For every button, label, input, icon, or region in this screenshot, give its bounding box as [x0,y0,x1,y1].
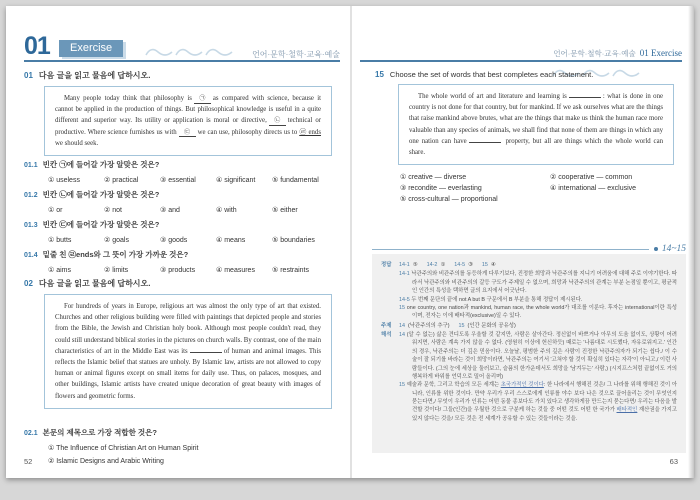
bullet-dot-icon [654,247,658,251]
options-row [48,236,340,244]
options-row [48,266,340,274]
explanation-number: 15 [399,304,405,311]
options-row [48,176,340,184]
question-01-1-block [24,159,340,184]
category-label: 언어·문학·철학·교육·예술 [553,49,636,58]
explanation-number: 14-5 [399,296,410,303]
question-01-head [24,70,340,81]
option: ⑤ restraints [272,267,310,274]
sub-question-text: 본문의 제목으로 가장 적합한 것은? [42,428,157,437]
textbook-spread [6,6,694,478]
page-number-left: 52 [24,457,33,466]
option: ② goals [104,237,129,244]
sub-question-number: 02.1 [24,430,38,437]
answer-item-choice: ① [440,262,446,268]
sub-question-text: 빈칸 ㉡에 들어갈 가장 알맞은 것은? [42,190,160,199]
topic-item-text: (인간 문화의 공유성) [467,322,516,329]
option: ① useless [48,177,80,184]
options-grid [400,173,681,203]
sub-question-number: 01.3 [24,222,38,229]
answer-key-box [372,254,686,453]
page-edge-shadow [688,6,694,478]
answer-row [381,261,677,269]
question-01-1-head [24,159,340,170]
explanation-content [399,270,677,320]
question-01-4-head [24,249,340,260]
passage-text: For hundreds of years in Europe, religious art was almost the only type of art that existed. Churches and other religious building were filled with paintings that depicted people and stories from the Bible, the Jewish and Christian holy book. Although most people couldn't read, they could still understand biblical stories in the pictures on church walls. By contrast, one of the main characteristics of art in the Middle East was its [55,303,321,355]
option: ③ and [160,207,180,214]
blank-line [469,136,501,143]
question-number: 02 [24,279,33,288]
explanation-paragraph [399,304,677,321]
sub-question-text: 빈칸 ㉢에 들어갈 가장 알맞은 것은? [42,220,160,229]
option: ⑤ either [272,207,298,214]
option: ④ significant [216,177,256,184]
option: ③ essential [160,177,196,184]
passage-text: technical or productive. Where science furnishes us with [55,117,321,136]
passage-box-q15 [398,84,674,165]
topic-row [381,322,677,330]
answer-label-spacer [381,270,399,320]
option: ⑤ fundamental [272,177,319,184]
sub-question-number: 01.4 [24,252,38,259]
page-seam-divider [350,6,352,478]
question-prompt: Choose the set of words that best completes each statement. [389,70,594,79]
question-01-2-head [24,189,340,200]
question-02-block [24,278,340,409]
option: ① creative — diverse [400,174,467,182]
sub-question-number: 01.1 [24,162,38,169]
blank-marker-1: ㉠ [194,96,211,104]
blank-marker-2: ㉡ [269,118,286,126]
blank-line [569,91,601,98]
translation-row [381,331,677,423]
option: ① The Influence of Christian Art on Human Spirit [48,445,199,452]
answer-item-number: 15 [481,262,488,268]
question-15-block [375,70,681,203]
topic-content [399,322,677,330]
option: ⑤ cross-cultural — proportional [400,196,498,204]
passage-text: we should seek. [55,139,99,147]
blank-marker-3: ㉢ [179,130,196,138]
question-01-3-head [24,219,340,230]
running-head [360,48,682,59]
translation-content [399,331,677,423]
passage-text: we can use, philosophy directs us to [197,128,298,136]
question-01-4-block [24,249,340,274]
translation-text: 재산권을 가지고 있지 않다는 것을/ 모든 것은 전 세계가 공유할 수 있는 것들이라는 것을. [412,407,678,422]
option: ① or [48,207,63,214]
question-number: 15 [375,70,384,79]
option: ② practical [104,177,139,184]
question-02-1-block [24,427,340,468]
answer-item-choice: ④ [490,262,496,268]
option: ④ international — exclusive [550,185,637,193]
translation-text: : 한 나라에서 행해진 것은/ 그 나라를 위해 행해진 것이 아니라, 인류를 위한 것이다. 만약 우리가 우리 스스로에게 인류를 야수 보다 나은 것으로 끌어올리는 것이 무엇인지 묻는다면,/ 무엇이 우리가 인류는 어떤 동물 종보다도 가치 있다고 생각하게끔 만드는지 묻는다면/ 우리는 다음을 발견할 것이다/ 그들(인간)을 우월한 것으로 구분케 하는 것들 중 어떤 것도 어떤 한 국가가 [412,382,677,414]
translation-text: 예술과 문학, 그리고 학습의 모든 세계는 [406,382,501,389]
unit-number: 01 [24,32,50,60]
page-number-right: 63 [669,457,678,466]
explanation-text: 낙관주의와 비관주의를 동등하게 다루기보다, 진정한 희망과 낙관주의를 지니기 어려움에 대해 주로 이야기한다. 따라서 낙관주의와 비관주의의 갈등 구도가 주제일 수 없으며, 희망과 낙관주의의 관계는 부분 논점일 뿐이고, 평균적인 인간의 특성을 택하면 글의 요지에서 어긋난다. [411,271,678,295]
question-15-head [375,70,681,79]
explanation-text: 두 번째 문단의 끝에 not A but B 구문에서 B 부분을 통해 정답이 제시된다. [411,296,583,303]
option: ① aims [48,267,71,274]
options-list [48,443,340,468]
options-row [48,206,340,214]
passage-text: as compared with science, because it cannot be applied in the production of things. But philosophical knowledge is useful in a quite different and superior way. Its utility or application is moral or directive, [55,95,321,125]
explanation-paragraph [399,296,677,304]
marker-rule [372,249,649,250]
option: ④ means [216,237,246,244]
answer-item-number: 14-5 [454,262,466,268]
question-01-3-block [24,219,340,244]
answer-item-choice: ⑤ [412,262,418,268]
blank-line [190,346,222,353]
explanation-paragraph [399,270,677,295]
option: ② limits [104,267,129,274]
answer-range-label: 14~15 [661,244,686,254]
unit-reference: 01 Exercise [639,48,682,58]
underlined-phrase: 배타적인 [616,407,638,414]
option: ④ measures [216,267,255,274]
underlined-word: ㉣ ends [299,128,321,136]
translation-paragraph [399,381,677,423]
passage-text: of human and animal images. This reflects the Islamic belief that statues are unholy. By Islamic law, artists are not allowed to copy human or animal figures except on small items for daily use. Thus, on palaces, mosques, and other buildings, Islamic artists have created unique decoration of great beauty with images of flowers and geometric forms. [55,347,321,400]
question-number: 01 [24,71,33,80]
option: ② Islamic Designs and Arabic Writing [48,457,164,465]
sub-question-text: 빈칸 ㉠에 들어갈 가장 알맞은 것은? [42,160,160,169]
category-label: 언어·문학·철학·교육·예술 [252,50,340,59]
topic-item-number: 15 [458,322,465,329]
answer-line [399,261,677,269]
question-01-block [24,70,340,156]
question-prompt: 다음 글을 읽고 물음에 답하시오. [38,279,151,288]
explanation-row [381,270,677,320]
passage-text: : what is done in one country is not done for that country, but for mankind. If we ask ourselves what are the things that raise mankind above brutes, what are the things that make us think the human race more valuable than any species of animals, we shall find that none of them are things in which any one nation can have [409,93,663,145]
explanation-text: one country, one nation과 mankind, human race, the whole world가 대조를 이룬다. 후자는 international이란 특성이며, 전자는 이에 배타적(exclusive)일 수 있다. [406,304,678,320]
explanation-number: 14-1 [399,271,410,278]
answer-item-number: 14-2 [426,262,438,268]
topic-item-number: 14 [399,322,405,329]
question-02-1-head [24,427,340,438]
passage-box-q02 [44,294,332,409]
translation-paragraph [399,331,677,381]
topic-item-text: (낙관주의의 추구) [408,322,450,329]
sub-question-text: 밑줄 친 ㉣ends와 그 뜻이 가장 가까운 것은? [42,250,189,259]
header-rule-right [360,60,682,62]
question-01-2-block [24,189,340,214]
passage-text: Many people today think that philosophy is [64,95,192,102]
header-rule-left [24,60,340,62]
topic-label: 주제 [381,322,392,329]
translation-text: (알 수 없는) 삶은 견디도록 우울할 것 같지만, 사람은 살아간다. 정신없이 바쁘거나 아무의 도움 없이도, 상황이 어려워지면, 사람은 계속 가지 않을 수 없다. (영원히 이상에 헌신하듯) 때로는 '나름대로 시도했다, 자유로워지고.' 인간의 경우, 낙관주의는 더 깊은 믿음이다. 오늘날, 평범한 주의 깊은 사람이 진정한 낙관주의자가 되기는 쉽다./ 이 수술이 잘 되기를 바라는 것이 희망이라면, 낙관주의는 여기서 '고쳐야 할 것이 확실히 있다는 자각'이 아니고,/ 이런 사람들이다. (그의 눈에 세상을 둘러보고, 슬픔의 한가운데서도 희망을 '남겨두는' 사람,) (시지프스처럼 끝없이도 거의 행복하게 바위를 언덕으로 밀어 올리며) [406,332,677,380]
option: ② cooperative — common [550,174,633,182]
underlined-phrase: 초국가적인 것이다 [500,382,544,389]
option: ③ recondite — everlasting [400,185,482,193]
sub-question-number: 01.2 [24,192,38,199]
translation-number: 14 [399,332,405,338]
option: ⑤ boundaries [272,237,315,244]
option: ③ products [160,267,196,274]
answer-item-number: 14-1 [399,262,410,268]
option: ② not [104,207,122,214]
translation-label: 해석 [381,332,392,338]
option: ④ with [216,207,237,214]
option: ① butts [48,237,72,244]
question-prompt: 다음 글을 읽고 물음에 답하시오. [38,71,151,80]
translation-number: 15 [399,382,405,389]
answer-item-choice: ③ [468,262,473,268]
answer-label: 정답 [381,262,392,268]
passage-text: The whole world of art and literature and learning is [418,93,567,100]
passage-box-q01 [44,86,332,156]
passage-text: property, but all are things which the whole world can share. [409,137,663,157]
option: ③ goods [160,237,188,244]
unit-badge: Exercise [59,40,123,57]
answer-range-marker [372,244,686,254]
question-02-head [24,278,340,289]
